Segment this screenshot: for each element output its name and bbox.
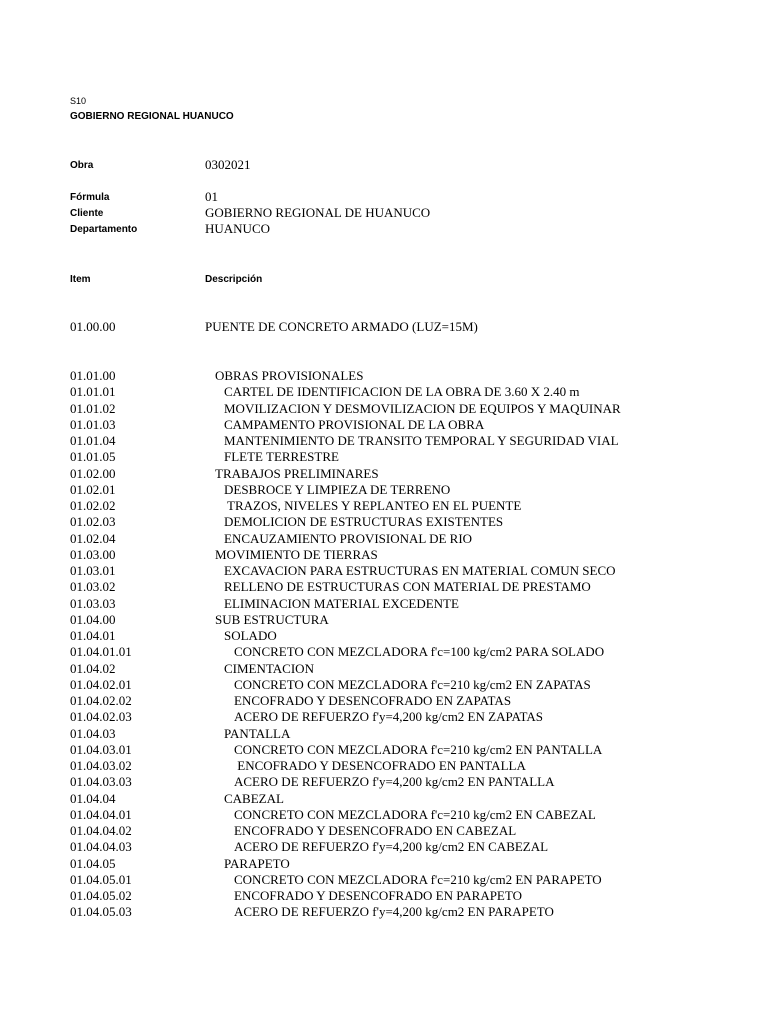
list-item — [70, 677, 750, 693]
item-code: 01.01.05 — [70, 449, 116, 465]
list-item — [70, 449, 750, 465]
item-description: RELLENO DE ESTRUCTURAS CON MATERIAL DE PRESTAMO — [224, 579, 591, 595]
list-item — [70, 547, 750, 563]
formula-label: Fórmula — [70, 192, 110, 203]
cliente-value: GOBIERNO REGIONAL DE HUANUCO — [205, 205, 431, 220]
column-header-item: Item — [70, 274, 91, 285]
item-description: MANTENIMIENTO DE TRANSITO TEMPORAL Y SEGURIDAD VIAL — [224, 433, 619, 448]
list-item — [70, 482, 750, 498]
item-description: ELIMINACION MATERIAL EXCEDENTE — [224, 595, 459, 611]
item-code: 01.03.00 — [70, 546, 116, 562]
item-code: 01.02.03 — [70, 514, 116, 530]
list-item — [70, 693, 750, 709]
item-description: CONCRETO CON MEZCLADORA f'c=210 kg/cm2 EN ZAPATAS — [234, 676, 591, 692]
item-description: ACERO DE REFUERZO f'y=4,200 kg/cm2 EN ZAPATAS — [234, 709, 543, 725]
item-description: CONCRETO CON MEZCLADORA f'c=210 kg/cm2 EN PARAPETO — [234, 871, 602, 887]
list-item — [70, 904, 750, 920]
item-description: CABEZAL — [224, 790, 284, 806]
item-code: 01.04.05.01 — [70, 871, 132, 887]
item-description: TRAZOS, NIVELES Y REPLANTEO EN EL PUENTE — [224, 498, 522, 513]
system-code: S10 — [70, 96, 87, 106]
list-item — [70, 401, 750, 417]
item-description: OBRAS PROVISIONALES — [215, 368, 364, 383]
item-code: 01.01.04 — [70, 433, 116, 448]
item-code: 01.00.00 — [70, 319, 116, 334]
item-code: 01.01.02 — [70, 400, 116, 416]
list-item — [70, 774, 750, 790]
item-code: 01.04.04.01 — [70, 806, 132, 822]
list-item — [70, 498, 750, 514]
list-item — [70, 563, 750, 579]
item-description: ACERO DE REFUERZO f'y=4,200 kg/cm2 EN CABEZAL — [234, 839, 549, 855]
list-item — [70, 661, 750, 677]
item-description: CONCRETO CON MEZCLADORA f'c=100 kg/cm2 PARA SOLADO — [234, 644, 605, 660]
list-item — [70, 433, 750, 449]
list-item — [70, 758, 750, 774]
item-code: 01.01.01 — [70, 384, 116, 400]
item-code: 01.04.00 — [70, 611, 116, 627]
list-item — [70, 872, 750, 888]
item-description: CIMENTACION — [224, 660, 314, 676]
item-code: 01.04.05.02 — [70, 888, 132, 903]
column-header-descripcion: Descripción — [205, 274, 263, 285]
list-item — [70, 319, 750, 335]
item-description: CARTEL DE IDENTIFICACION DE LA OBRA DE 3.60 X 2.40 m — [224, 384, 580, 400]
list-item — [70, 791, 750, 807]
item-code: 01.02.01 — [70, 481, 116, 497]
item-code: 01.01.03 — [70, 416, 116, 432]
list-item — [70, 612, 750, 628]
list-item — [70, 644, 750, 660]
list-item — [70, 579, 750, 595]
obra-label: Obra — [70, 160, 94, 171]
list-item — [70, 384, 750, 400]
item-code: 01.03.03 — [70, 595, 116, 611]
item-description: ENCAUZAMIENTO PROVISIONAL DE RIO — [224, 530, 473, 546]
list-item — [70, 742, 750, 758]
item-description: TRABAJOS PRELIMINARES — [215, 465, 379, 481]
item-description: EXCAVACION PARA ESTRUCTURAS EN MATERIAL COMUN SECO — [224, 563, 616, 578]
list-item — [70, 417, 750, 433]
item-description: SUB ESTRUCTURA — [215, 611, 329, 627]
item-code: 01.04.02.01 — [70, 676, 132, 692]
item-code: 01.04.02.02 — [70, 693, 132, 708]
organization-name: GOBIERNO REGIONAL HUANUCO — [70, 111, 234, 122]
list-item — [70, 466, 750, 482]
item-description: PUENTE DE CONCRETO ARMADO (LUZ=15M) — [205, 319, 478, 334]
obra-value: 0302021 — [205, 157, 251, 172]
list-item — [70, 726, 750, 742]
item-code: 01.04.04.03 — [70, 839, 132, 855]
item-description: MOVIMIENTO DE TIERRAS — [215, 546, 378, 562]
item-code: 01.04.04.02 — [70, 823, 132, 838]
item-code: 01.04.02 — [70, 660, 116, 676]
list-item — [70, 856, 750, 872]
list-item — [70, 531, 750, 547]
list-item — [70, 596, 750, 612]
item-description: ENCOFRADO Y DESENCOFRADO EN CABEZAL — [234, 823, 517, 838]
item-description: ACERO DE REFUERZO f'y=4,200 kg/cm2 EN PARAPETO — [234, 904, 554, 920]
item-code: 01.04.03.01 — [70, 741, 132, 757]
item-code: 01.02.02 — [70, 498, 116, 513]
item-description: PARAPETO — [224, 855, 290, 871]
list-item — [70, 628, 750, 644]
list-item — [70, 823, 750, 839]
item-code: 01.01.00 — [70, 368, 116, 383]
item-code: 01.04.01.01 — [70, 644, 132, 660]
item-code: 01.04.05 — [70, 855, 116, 871]
item-description: MOVILIZACION Y DESMOVILIZACION DE EQUIPOS Y MAQUINAR — [224, 400, 621, 416]
item-description: ENCOFRADO Y DESENCOFRADO EN PARAPETO — [234, 888, 522, 903]
item-code: 01.04.03.03 — [70, 774, 132, 790]
cliente-label: Cliente — [70, 208, 104, 219]
item-description: ENCOFRADO Y DESENCOFRADO EN PANTALLA — [234, 758, 526, 773]
formula-value: 01 — [205, 189, 218, 204]
item-code: 01.04.02.03 — [70, 709, 132, 725]
item-code: 01.03.01 — [70, 563, 116, 578]
item-code: 01.04.03 — [70, 725, 116, 741]
item-description: DESBROCE Y LIMPIEZA DE TERRENO — [224, 481, 451, 497]
item-description: CAMPAMENTO PROVISIONAL DE LA OBRA — [224, 416, 485, 432]
list-item — [70, 368, 750, 384]
departamento-value: HUANUCO — [205, 221, 270, 236]
list-item — [70, 888, 750, 904]
item-code: 01.02.04 — [70, 530, 116, 546]
item-code: 01.04.05.03 — [70, 904, 132, 920]
item-description: CONCRETO CON MEZCLADORA f'c=210 kg/cm2 EN PANTALLA — [234, 741, 603, 757]
item-description: CONCRETO CON MEZCLADORA f'c=210 kg/cm2 EN CABEZAL — [234, 806, 596, 822]
item-description: PANTALLA — [224, 725, 291, 741]
item-description: FLETE TERRESTRE — [224, 449, 339, 465]
item-description: ENCOFRADO Y DESENCOFRADO EN ZAPATAS — [234, 693, 512, 708]
list-item — [70, 839, 750, 855]
list-item — [70, 709, 750, 725]
list-item — [70, 807, 750, 823]
list-item — [70, 514, 750, 530]
item-description: DEMOLICION DE ESTRUCTURAS EXISTENTES — [224, 514, 504, 530]
item-code: 01.04.01 — [70, 628, 116, 643]
item-code: 01.03.02 — [70, 579, 116, 595]
item-code: 01.04.03.02 — [70, 758, 132, 773]
item-description: SOLADO — [224, 628, 277, 643]
item-description: ACERO DE REFUERZO f'y=4,200 kg/cm2 EN PANTALLA — [234, 774, 555, 790]
item-code: 01.04.04 — [70, 790, 116, 806]
item-code: 01.02.00 — [70, 465, 116, 481]
departamento-label: Departamento — [70, 224, 138, 235]
